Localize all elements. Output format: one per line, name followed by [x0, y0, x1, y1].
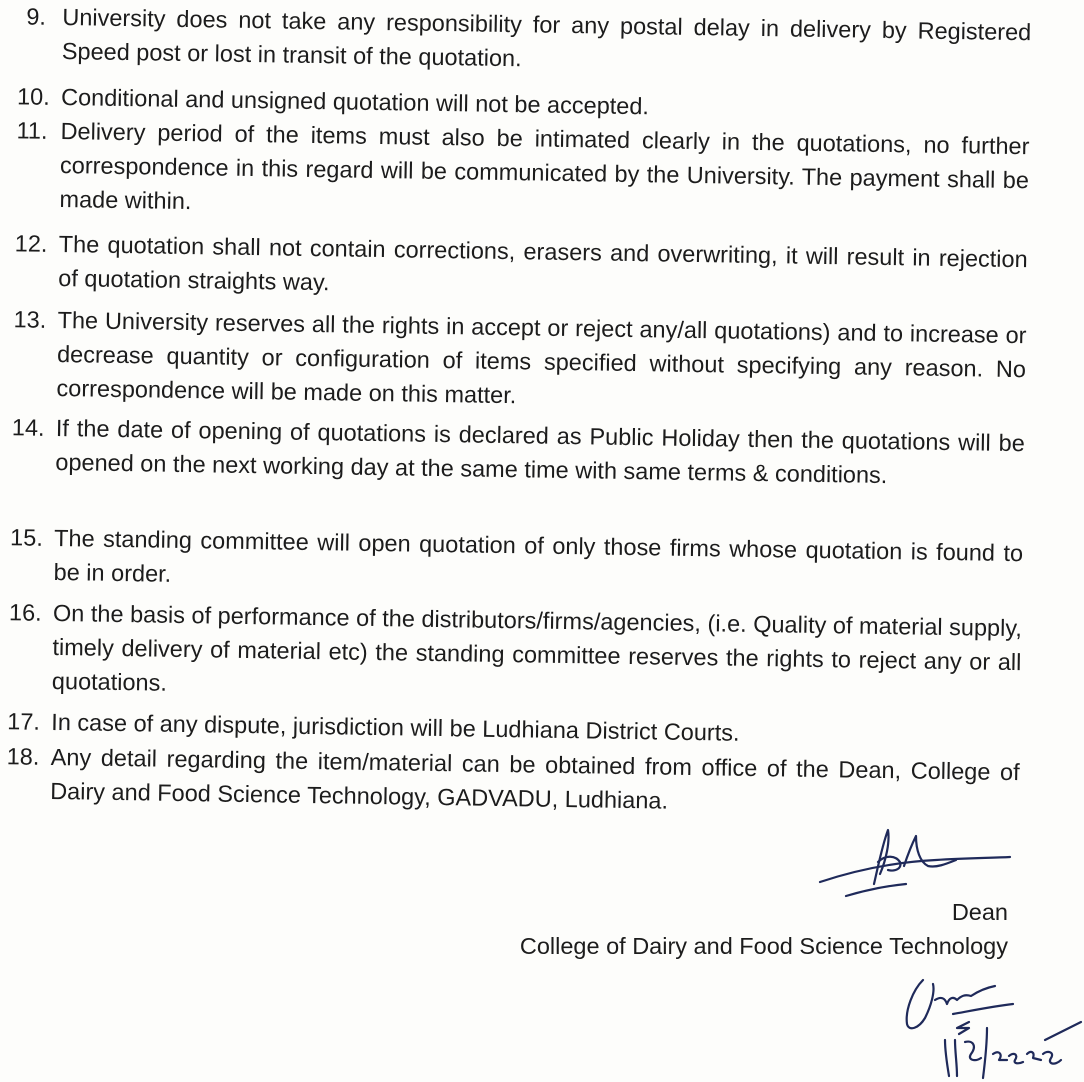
clause-number: 10.	[16, 83, 50, 110]
clause-number: 17.	[7, 708, 41, 735]
clause-text: The University reserves all the rights in accept or reject any/all quotations) and to increase or decrease quantity or configuration of items specified without specifying any reason. No correspondence will be made on this matter.	[56, 306, 1027, 409]
clause-number: 9.	[26, 3, 47, 30]
clause-text: Delivery period of the items must also be intimated clearly in the quotations, no further correspondence in this regard will be communicated by the University. The payment shall be made within.	[59, 118, 1030, 215]
signatory-institution: College of Dairy and Food Science Technology	[519, 933, 1008, 959]
clause-text: Any detail regarding the item/material can be obtained from office of the Dean, College of Dairy and Food Science Technology, GADVADU, Ludhiana.	[49, 743, 1020, 814]
clause-14	[11, 410, 1025, 494]
clause-number: 15.	[9, 524, 44, 551]
clause-text: University does not take any responsibility for any postal delay in delivery by Registered Speed post or lost in transit of the quotation.	[61, 4, 1032, 72]
signatory-title: Dean	[951, 899, 1008, 925]
dean-signature	[816, 822, 1016, 902]
clause-number: 12.	[14, 230, 48, 257]
clause-number: 13.	[13, 306, 47, 333]
clause-16	[8, 595, 1022, 713]
clause-number: 11.	[16, 117, 48, 144]
initials-and-date-handwriting	[895, 970, 1084, 1082]
clause-text: Conditional and unsigned quotation will not be accepted.	[60, 84, 650, 120]
clause-15	[9, 520, 1023, 604]
clause-18	[6, 739, 1020, 823]
clause-text: If the date of opening of quotations is declared as Public Holiday then the quotations will be opened on the next working day at the same time with same terms & conditions.	[55, 414, 1025, 489]
clause-text: The quotation shall not contain corrections, erasers and overwriting, it will result in rejection of quotation straights way.	[58, 231, 1028, 296]
clause-12	[14, 226, 1028, 310]
clause-number: 16.	[8, 599, 42, 626]
clause-text: On the basis of performance of the distributors/firms/agencies, (i.e. Quality of material supply, timely delivery of material etc) the standing committee reserves the rights to reject any or all quotations.	[51, 599, 1023, 696]
clause-number: 14.	[11, 414, 45, 441]
clause-number: 18.	[6, 743, 40, 770]
clause-text: In case of any dispute, jurisdiction will be Ludhiana District Courts.	[51, 708, 740, 746]
clause-11	[15, 113, 1029, 231]
clause-13	[12, 302, 1026, 420]
terms-list	[1, 0, 1084, 814]
clause-text: The standing committee will open quotation of only those firms whose quotation is found to be in order.	[53, 524, 1024, 587]
signatory-block	[520, 895, 1008, 963]
clause-9	[26, 0, 1032, 83]
